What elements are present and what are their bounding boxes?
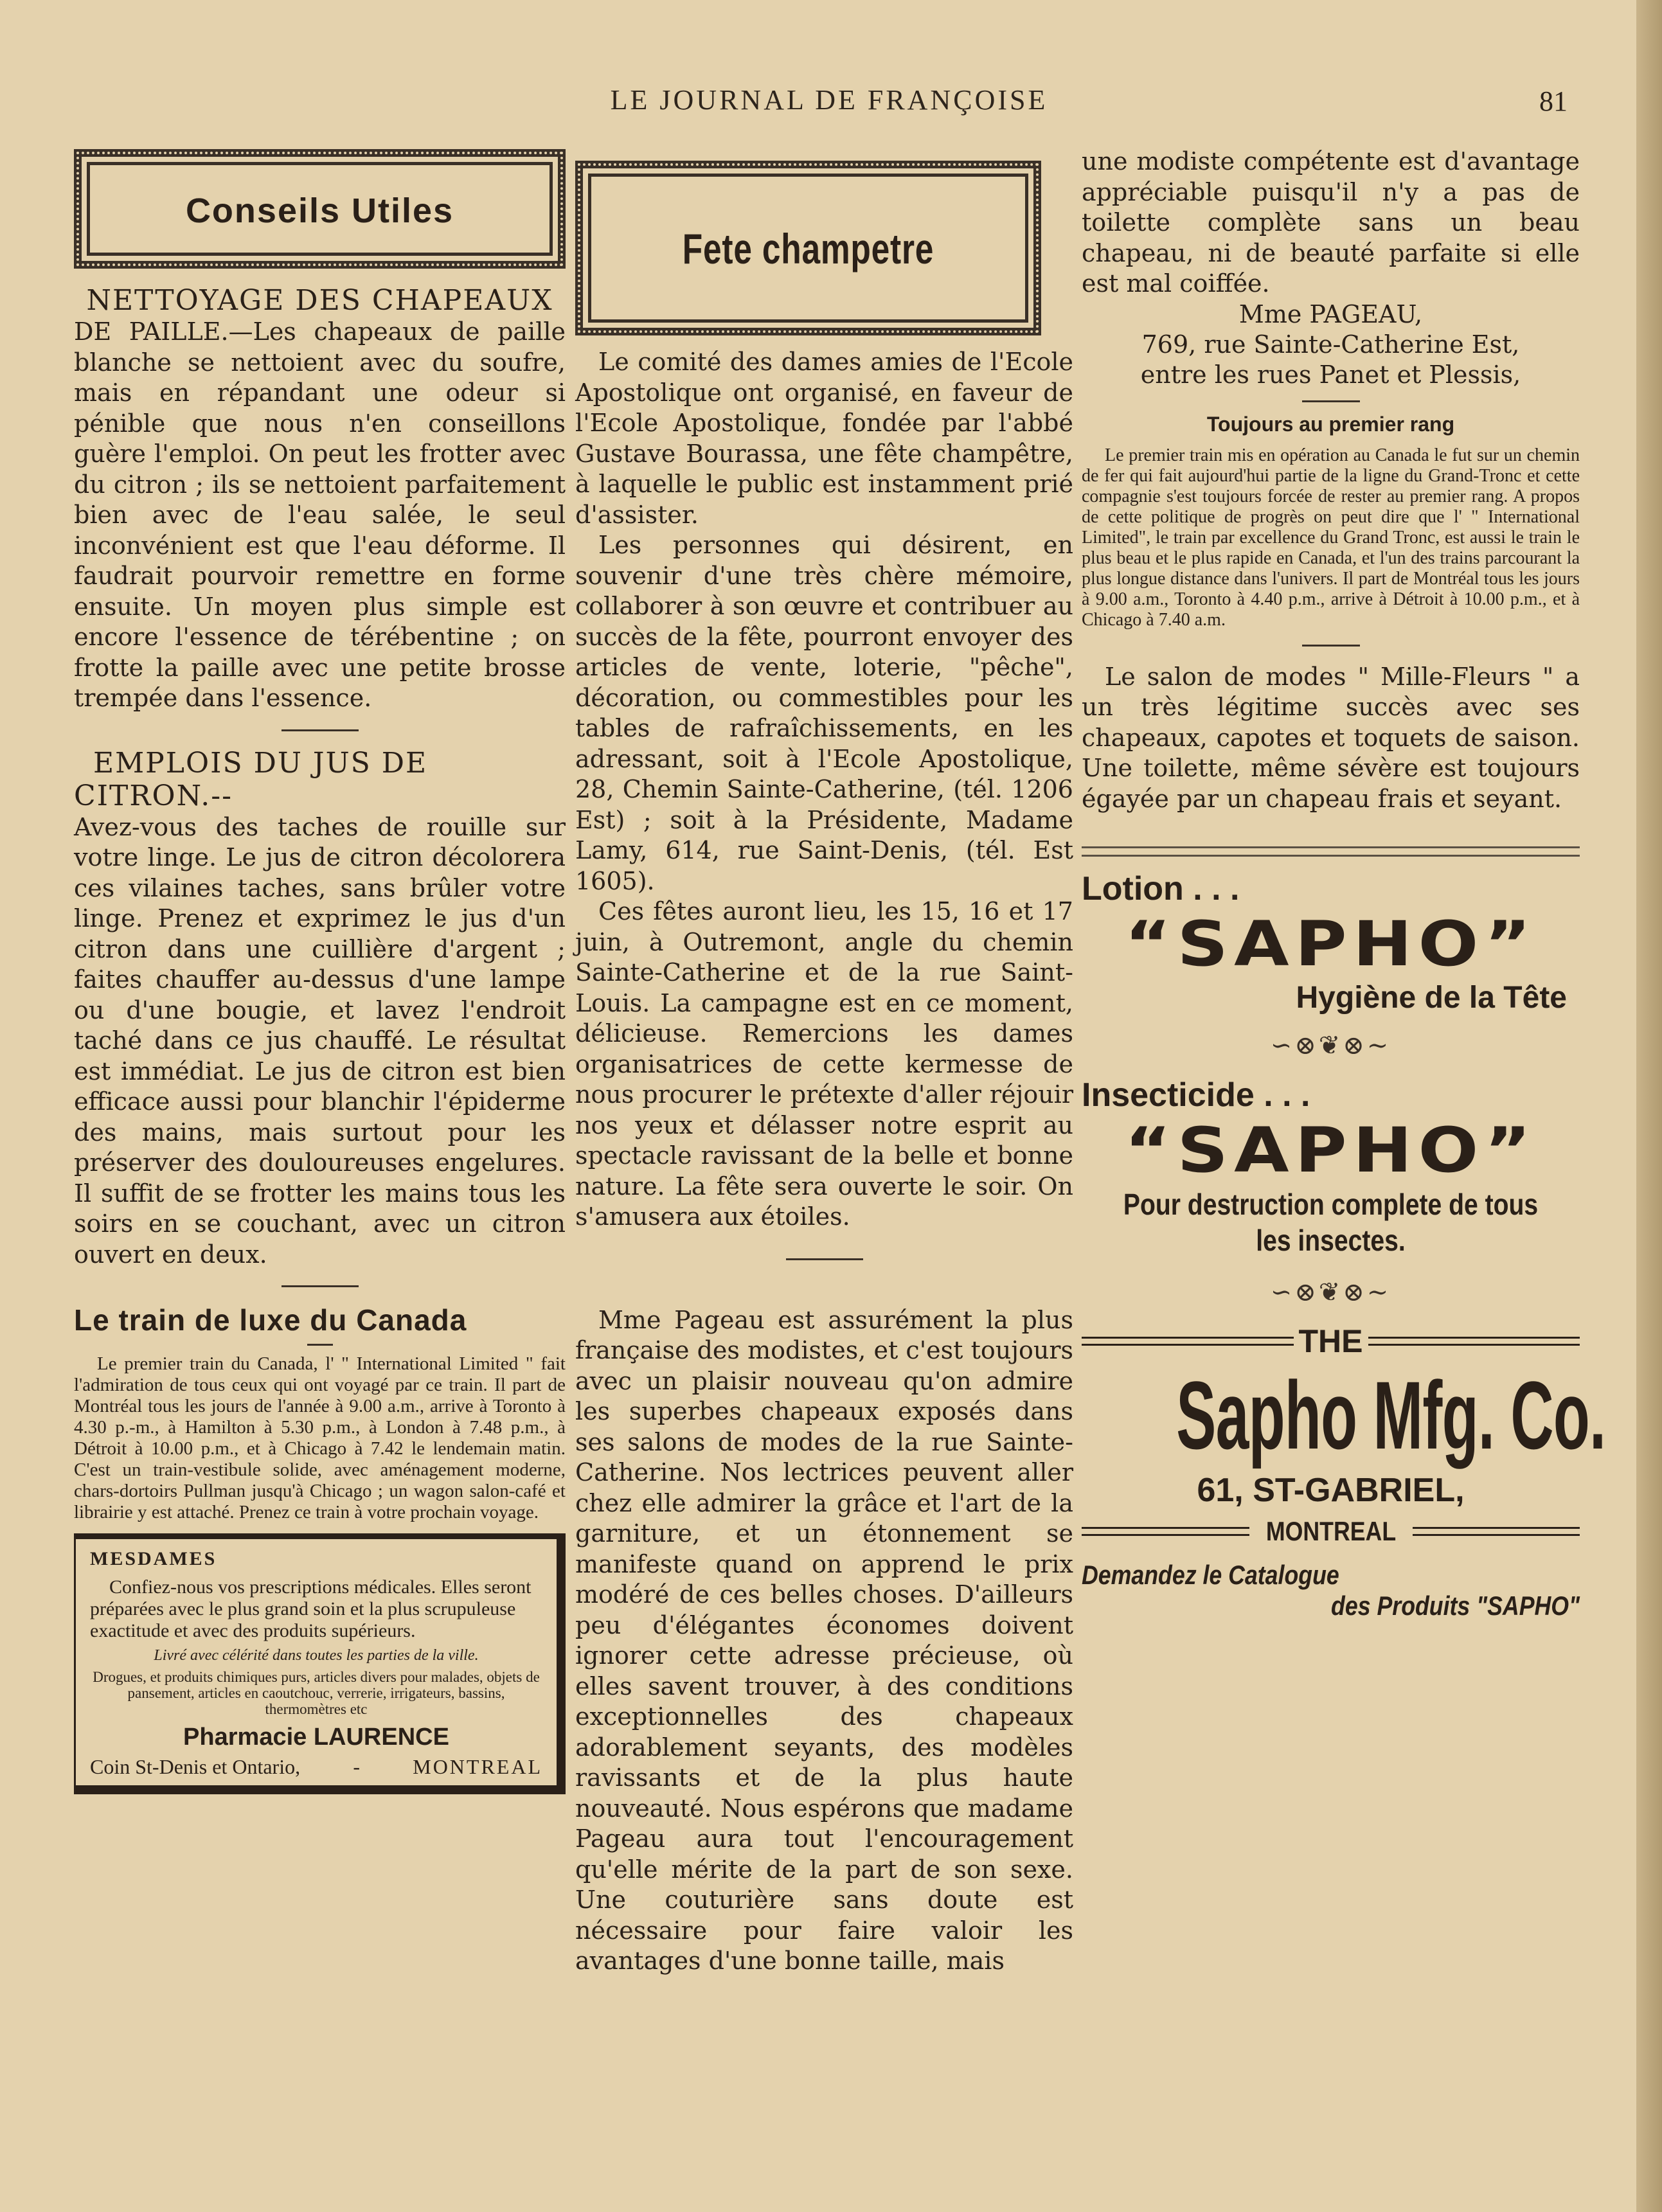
signature-name: Mme PAGEAU, xyxy=(1238,299,1423,328)
pageau-signature xyxy=(1082,299,1580,390)
pharmacy-name: Pharmacie LAURENCE xyxy=(183,1724,449,1751)
ornament-icon: ∽⊗❦⊗∼ xyxy=(1270,1278,1391,1307)
the-label: THE xyxy=(1298,1323,1363,1359)
premier-rang-heading: Toujours au premier rang xyxy=(1206,412,1455,436)
signature-address-2: entre les rues Panet et Plessis, xyxy=(1140,360,1521,389)
divider xyxy=(786,1258,863,1260)
section-text-citron: Avez-vous des taches de rouille sur votre linge. Le jus de citron décolorera ces vilaines taches, sans brûler votre linge. Prenez et exprimez le jus d'un citron dans une cuillière d'argent ; faites chauffer au-dessus d'une lampe ou d'une bougie, et lavez l'endroit taché dans ce jus chauffé. Le résultat est immédiat. Le jus de citron est bien efficace aussi pour blanchir l'épiderme des mains, mais surtout pour les préserver des douloureuses engelures. Il suffit de se frotter les mains tous les soirs en se couchant, avec un citron ouvert en deux. xyxy=(74,812,566,1269)
rule-line xyxy=(1082,1527,1249,1536)
fete-para-2: Les personnes qui désirent, en souvenir d'une très chère mémoire, collaborer à son œuvre et contribuer au succès de la fête, pourront envoyer des articles de vente, loterie, "pêche", décoration, ou commestibles pour les tables de rafraîchissements, en les adressant, soit à l'Ecole Apostolique, 28, Chemin Sainte-Catherine, (tél. 1206 Est) ; soit à la Présidente, Madame Lamy, 614, rue Saint-Denis, (tél. Est 1605). xyxy=(575,531,1073,895)
pharmacy-address: Coin St-Denis et Ontario, xyxy=(90,1755,301,1778)
pharmacy-text: Confiez-nous vos prescriptions médicales. Elles seront préparées avec le plus grand soin et la plus scrupuleuse exactitude et avec des produits supérieurs. xyxy=(90,1576,532,1641)
sapho-logo-1: “SAPHO” xyxy=(1124,908,1537,980)
column-left xyxy=(74,149,566,1794)
divider xyxy=(307,1344,333,1346)
premier-rang-text: Le premier train mis en opération au Canada le fut sur un chemin de fer qui fait aujourd'hui partie de la ligne du Grand-Tronc et cette compagnie s'est toujours forcée de rester au premier rang. A propos de cette politique de progrès on peut dire que l' " International Limited", le train par excellence du Grand Tronc, est aussi le train le plus beau et le plus rapide en Canada, et l'un des trains parcourant la plus longue distance dans l'univers. Il part de Montréal tous les jours à 9.00 a.m., Toronto à 4.40 p.m., arrive à Détroit à 10.00 p.m., et à Chicago à 7.40 a.m. xyxy=(1082,445,1580,630)
pharmacy-address-row xyxy=(90,1755,542,1779)
sapho-logo-2: “SAPHO” xyxy=(1124,1114,1537,1186)
conseils-title-box xyxy=(74,149,566,269)
rule-line xyxy=(1082,1337,1294,1346)
catalogue-line-1: Demandez le Catalogue xyxy=(1082,1560,1339,1590)
journal-title: LE JOURNAL DE FRANÇOISE xyxy=(610,84,1048,116)
fete-para-1: Le comité des dames amies de l'Ecole Apostolique ont organisé, en faveur de l'Ecole Apostolique, fondée par l'abbé Gustave Bourassa, une fête champêtre, à laquelle le public est instamment prié d'assister. xyxy=(575,348,1073,529)
city-row xyxy=(1082,1516,1580,1547)
divider xyxy=(281,729,359,731)
pharmacy-heading: MESDAMES xyxy=(90,1548,217,1569)
pharmacy-products: Drogues, et produits chimiques purs, articles divers pour malades, objets de pansement, articles en caoutchouc, verrerie, irrigateurs, bassins, thermomètres etc xyxy=(93,1669,540,1717)
section-text-chapeaux: DE PAILLE.—Les chapeaux de paille blanche se nettoient avec du soufre, mais en répandant une odeur si pénible que nous n'en conseillons guère l'emploi. On peut les frotter avec du citron ; ils se nettoient parfaitement bien avec de l'eau salée, le seul inconvénient est que l'eau déforme. Il faudrait pourvoir remettre en forme ensuite. Un moyen plus simple est encore l'essence de térébentine ; on frotte la paille avec une petite brosse trempée dans l'essence. xyxy=(74,317,566,712)
fete-para-3: Ces fêtes auront lieu, les 15, 16 et 17 juin, à Outremont, angle du chemin Sainte-Catherine et de la rue Saint-Louis. La campagne est en ce moment, délicieuse. Remercions les dames organisatrices de cette kermesse de nous procurer le prétexte d'aller réjouir nos yeux et délasser notre esprit au spectacle ravissant de la belle et bonne nature. La fête sera ouverte le soir. On s'amusera aux étoiles. xyxy=(575,897,1073,1231)
company-address: 61, ST-GABRIEL, xyxy=(1197,1472,1465,1509)
ornament-icon: ∽⊗❦⊗∼ xyxy=(1270,1031,1391,1060)
divider xyxy=(1302,400,1360,402)
pharmacy-dash: - xyxy=(353,1755,360,1778)
the-row xyxy=(1082,1323,1580,1360)
mille-fleurs-text: Le salon de modes " Mille-Fleurs " a un très légitime succès avec ses chapeaux, capotes et toquets de saison. Une toilette, même sévère est toujours égayée par un chapeau frais et seyant. xyxy=(1082,662,1580,813)
conseils-title: Conseils Utiles xyxy=(185,192,454,230)
catalogue-line-2: des Produits "SAPHO" xyxy=(1331,1591,1580,1621)
column-middle xyxy=(575,161,1073,1977)
page-edge xyxy=(1636,0,1662,2212)
train-luxe-text: Le premier train du Canada, l' " International Limited " fait l'admiration de tous ceux qui ont voyagé par ce train. Il part de Montréal tous les jours de l'année à 9.00 a.m., arrive à Toronto à 4.30 p.-m., à Hamilton à 5.30 p.m., à London à 7.48 p.m., à Détroit à 10.00 p.m., et à Chicago à 7.42 le lendemain matin. C'est un train-vestibule solide, avec aménagement moderne, chars-dortoirs Pullman jusqu'à Chicago ; un wagon salon-café et librairie y est attaché. Prenez ce train à votre prochain voyage. xyxy=(74,1353,566,1522)
pharmacy-city: MONTREAL xyxy=(413,1755,542,1778)
pharmacy-delivery: Livré avec célérité dans toutes les parties de la ville. xyxy=(154,1647,479,1664)
fete-title: Fete champetre xyxy=(682,225,934,272)
column-right xyxy=(1082,147,1606,1621)
page-number: 81 xyxy=(1539,85,1568,117)
pharmacy-ad xyxy=(74,1537,566,1794)
sapho-ad xyxy=(1082,870,1606,1621)
rule-line xyxy=(1413,1527,1580,1536)
signature-address-1: 769, rue Sainte-Catherine Est, xyxy=(1141,330,1520,359)
pageau-para: Mme Pageau est assurément la plus française des modistes, et c'est toujours avec un plaisir nouveau qu'on admire les superbes chapeaux exposés dans ses salons de modes de la rue Sainte-Catherine. Nos lectrices peuvent aller chez elle admirer la grâce et l'art de la garniture, et un étonnement se manifeste quand on apprend le prix modéré de ces belles choses. D'ailleurs peu d'élégantes économes doivent ignorer cette adresse précieuse, où elles savent trouver, à des conditions exceptionnelles des chapeaux adorablement seyants, des modèles ravissants et de la plus haute nouveauté. Nous espérons que madame Pageau aura tout l'encouragement qu'elle mérite de la part de son sexe. Une couturière sans doute est nécessaire pour faire valoir les avantages d'une bonne taille, mais xyxy=(575,1305,1073,1975)
section-heading-chapeaux: NETTOYAGE DES CHAPEAUX xyxy=(86,284,553,317)
lotion-label: Lotion . . . xyxy=(1082,870,1240,907)
pageau-continued: une modiste compétente est d'avantage appréciable puisqu'il n'y a pas de toilette complète sans un beau chapeau, ni de beauté parfaite si elle est mal coiffée. xyxy=(1082,147,1580,298)
insecticide-label: Insecticide . . . xyxy=(1082,1076,1310,1114)
section-heading-citron: EMPLOIS DU JUS DE CITRON.-- xyxy=(74,746,428,812)
company-name: Sapho Mfg. Co. xyxy=(1176,1361,1606,1469)
rule-line xyxy=(1368,1337,1580,1346)
hygiene-label: Hygiène de la Tête xyxy=(1296,981,1567,1015)
ad-top-rule xyxy=(1082,846,1580,857)
fete-title-box xyxy=(575,161,1041,335)
destruction-label: Pour destruction complete de tous les insectes. xyxy=(1123,1188,1539,1257)
divider xyxy=(281,1285,359,1287)
train-luxe-title: Le train de luxe du Canada xyxy=(74,1303,467,1337)
divider xyxy=(1302,645,1360,647)
company-city: MONTREAL xyxy=(1265,1516,1396,1546)
